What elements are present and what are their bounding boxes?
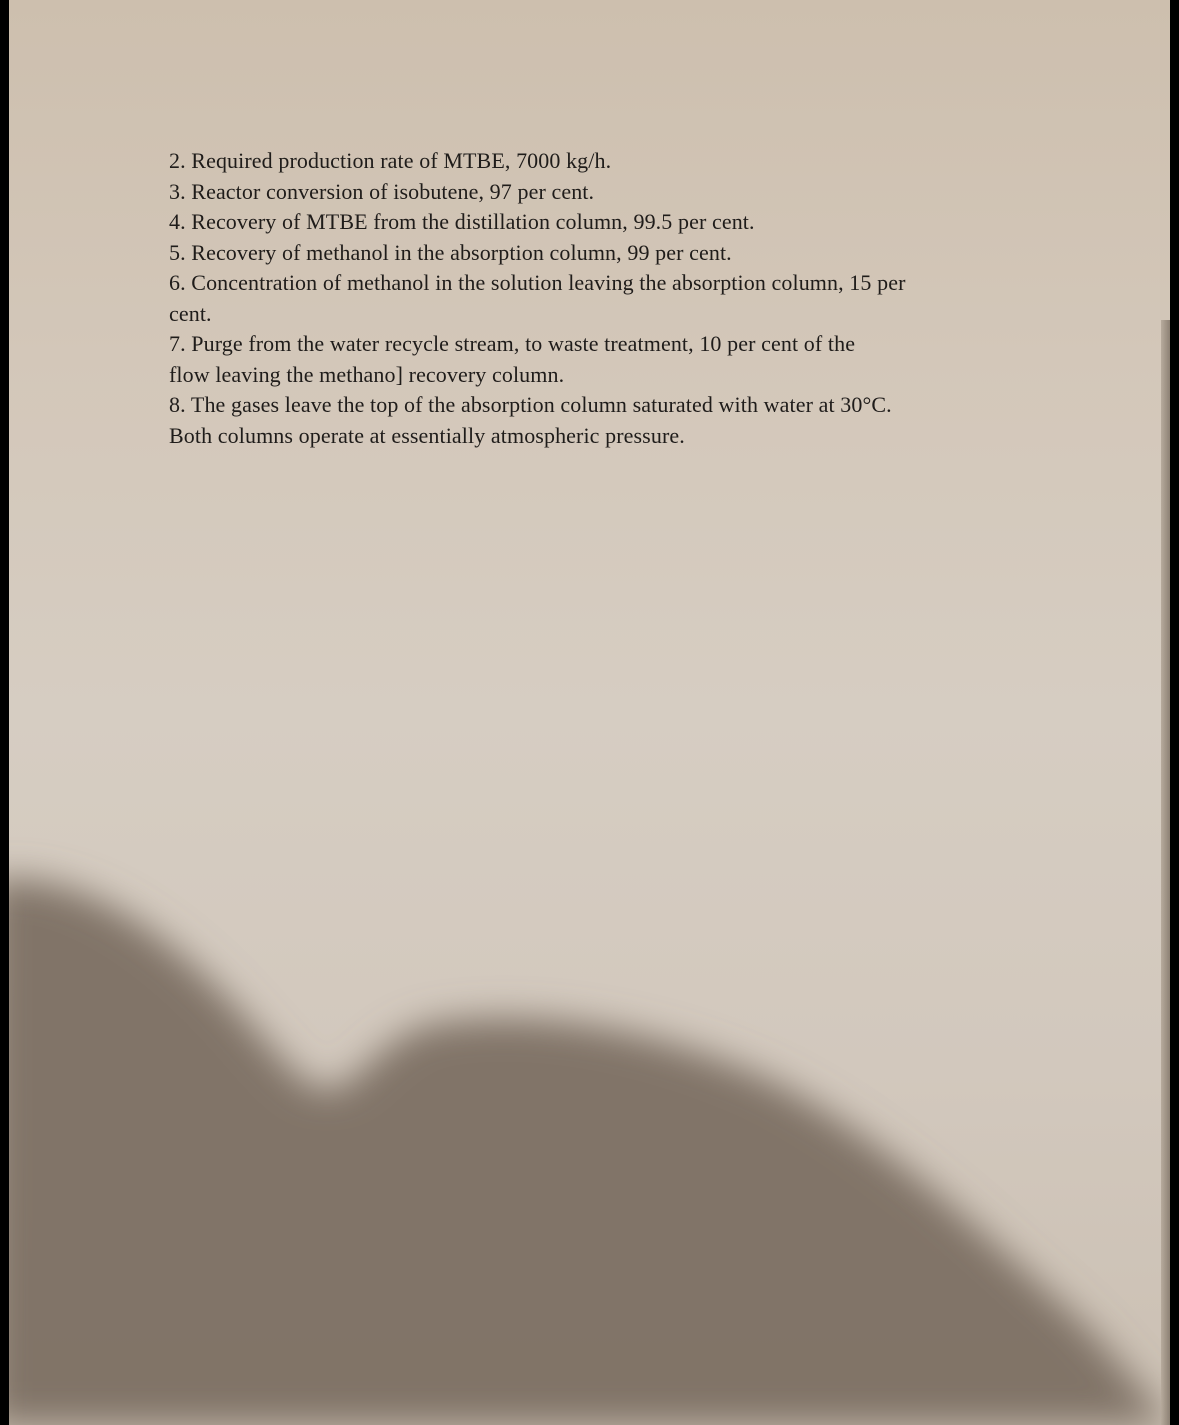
line-item-7: 7. Purge from the water recycle stream, to waste treatment, 10 per cent of the [169, 331, 856, 356]
line-item-6: 6. Concentration of methanol in the solution leaving the absorption column, 15 per [169, 270, 906, 295]
line-final-note: Both columns operate at essentially atmospheric pressure. [169, 422, 685, 448]
paper-sheet [9, 0, 1170, 1425]
line-item-7-cont: flow leaving the methano] recovery column. [169, 361, 565, 387]
line-item-4: 4. Recovery of MTBE from the distillation column, 99.5 per cent. [169, 209, 755, 234]
line-item-6-cont: cent. [169, 300, 212, 326]
paper-edge [1161, 320, 1170, 1425]
line-item-5: 5. Recovery of methanol in the absorption column, 99 per cent. [169, 239, 732, 265]
line-item-2: 2. Required production rate of MTBE, 7000 kg/h. [169, 148, 612, 173]
line-item-3: 3. Reactor conversion of isobutene, 97 per cent. [169, 178, 595, 204]
document-text [169, 146, 1029, 451]
line-item-8: 8. The gases leave the top of the absorption column saturated with water at 30°C. [169, 392, 892, 417]
